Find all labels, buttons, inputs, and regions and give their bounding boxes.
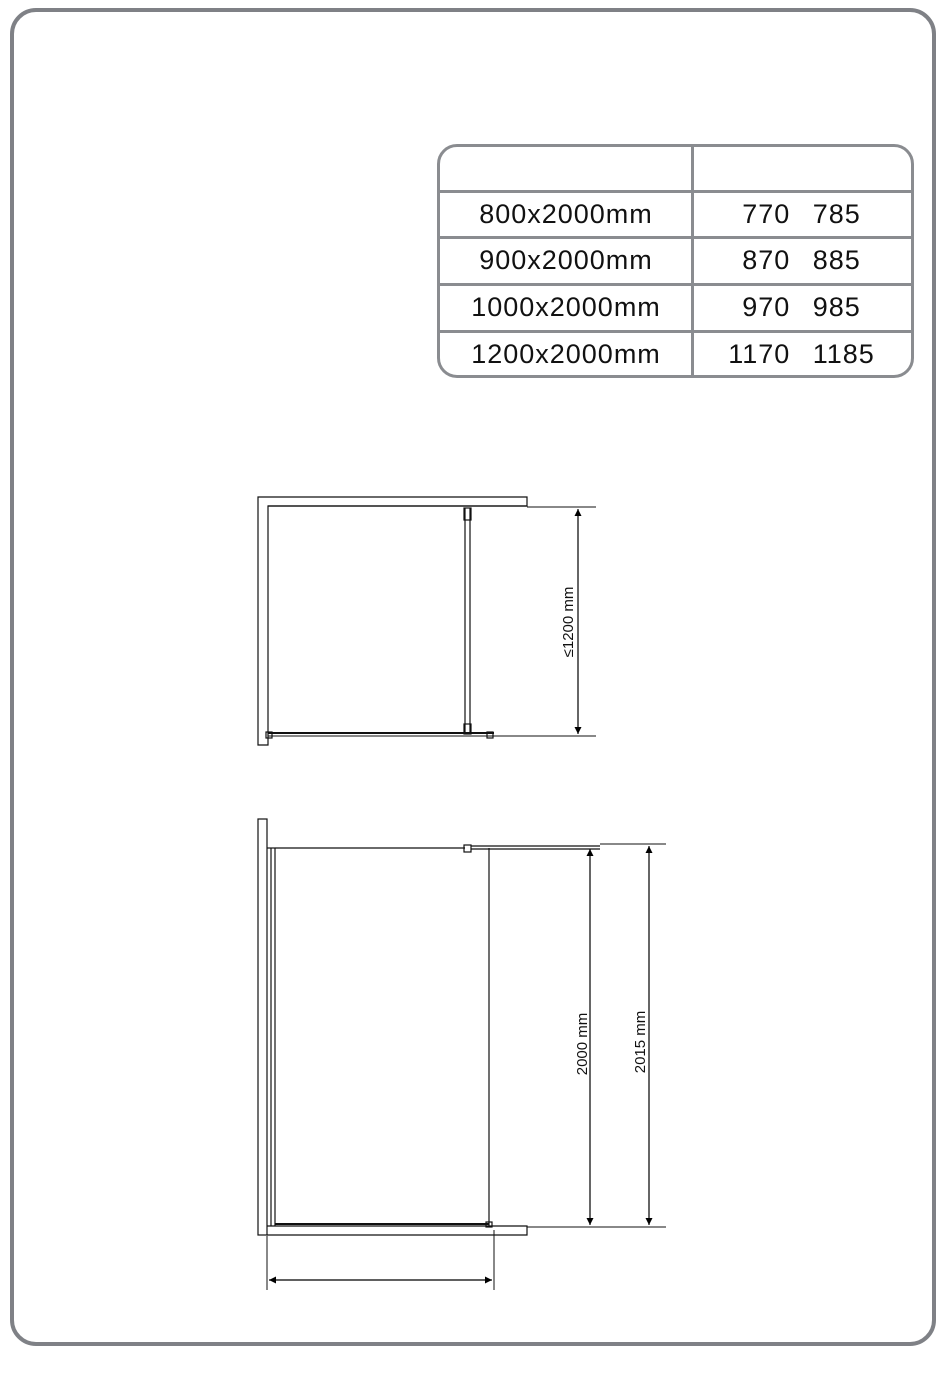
size-cell: 800x2000mm <box>479 198 653 229</box>
plan-view <box>258 497 596 745</box>
size-cell: 1200x2000mm <box>471 338 661 369</box>
front-height-inner-label: 2000 mm <box>574 1012 591 1076</box>
range-cell: 770 785 <box>742 198 861 229</box>
plan-width-label: ≤1200 mm <box>560 586 577 658</box>
range-cell: 870 885 <box>742 245 861 275</box>
front-bar-clamp <box>464 845 471 852</box>
size-cell: 1000x2000mm <box>471 292 661 322</box>
size-cell: 900x2000mm <box>479 245 653 275</box>
range-cell: 1170 1185 <box>728 338 875 369</box>
plan-wall <box>258 497 527 745</box>
front-view <box>258 819 666 1290</box>
front-height-outer-label: 2015 mm <box>632 1010 649 1074</box>
range-cell: 970 985 <box>742 292 861 322</box>
front-wall-profile <box>258 819 267 1235</box>
